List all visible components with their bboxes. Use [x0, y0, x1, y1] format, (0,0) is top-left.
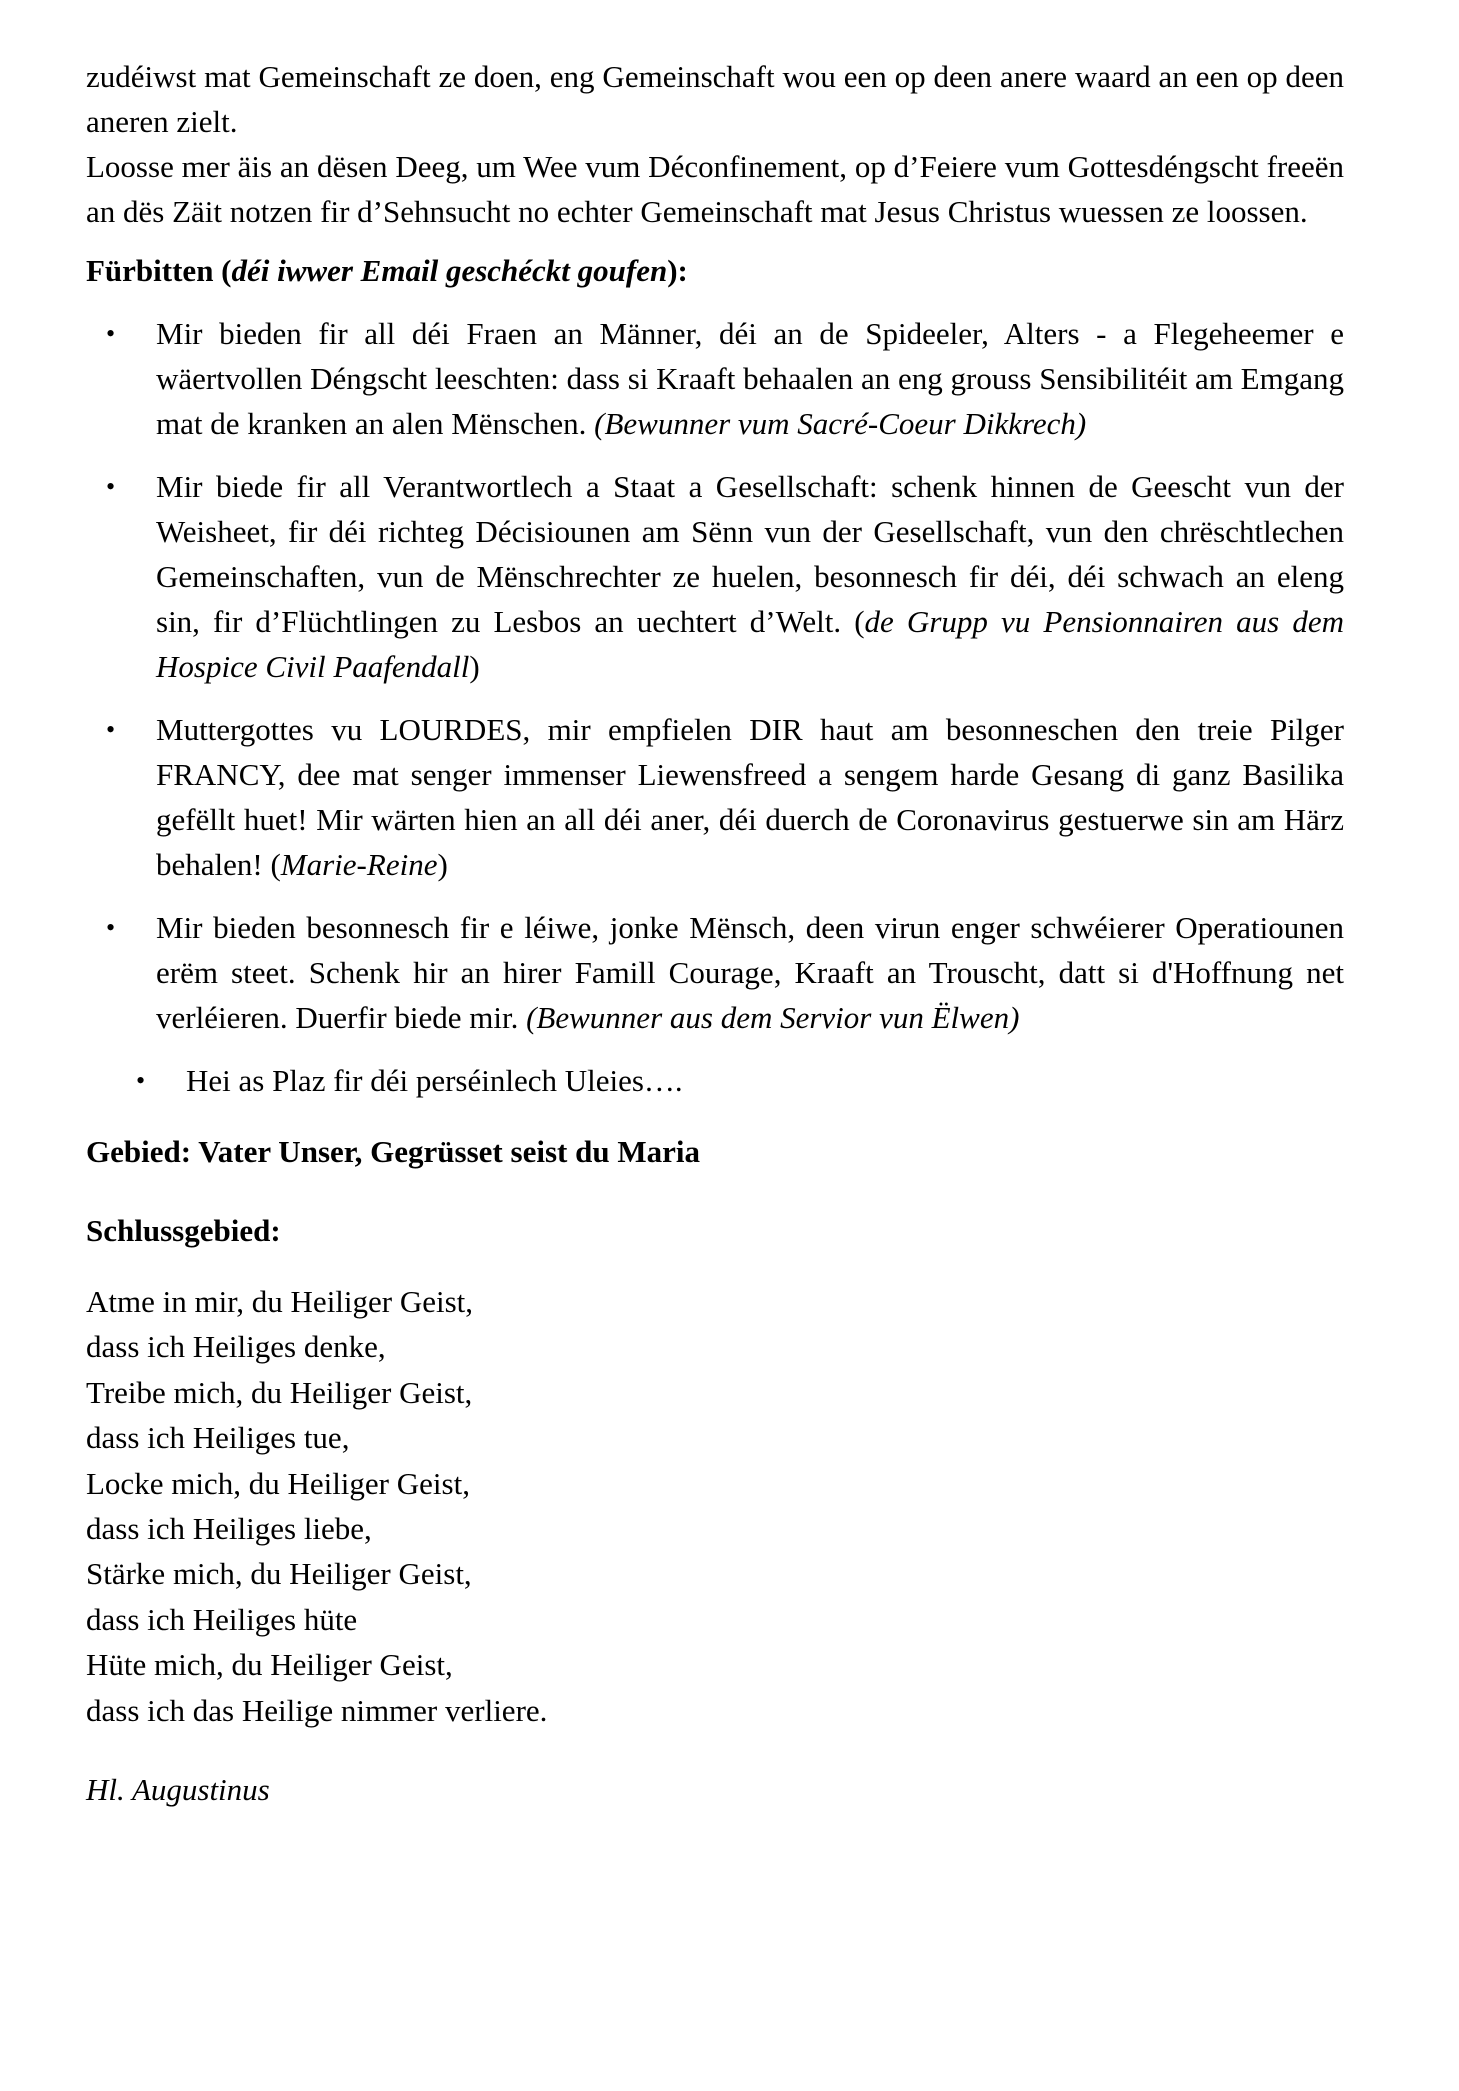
fuerbitten-item-1 [86, 311, 1344, 446]
intro-paragraph-1: zudéiwst mat Gemeinschaft ze doen, eng Gemeinschaft wou een op deen anere waard an een op deen aneren zielt. [86, 59, 1344, 139]
fuerbitten-item-text: Muttergottes vu LOURDES, mir empfielen DIR haut am besonneschen den treie Pilger FRANCY, dee mat senger immenser Liewensfreed a sengem harde Gesang di ganz Basilika gefëllt huet! Mir wärten hien an all déi aner, déi duerch de Coronavirus gestuerwe sin am Härz behalen! ( [156, 712, 1344, 882]
fuerbitten-item-text: Mir biede fir all Verantwortlech a Staat a Gesellschaft: schenk hinnen de Geescht vun der Weisheet, fir déi richteg Décisiounen am Sënn vun der Gesellschaft, vun den chrëschtlechen Gemeinschaften, vun de Mënschrechter ze huelen, besonnesch fir déi, déi schwach an eleng sin, fir d’Flüchtlingen zu Lesbos an uechtert d’Welt. ( [156, 469, 1344, 639]
poem-line: dass ich Heiliges tue, [86, 1420, 350, 1456]
fuerbitten-heading-suffix: ): [667, 253, 688, 288]
personal-intentions-text: Hei as Plaz fir déi perséinlech Uleies…. [186, 1063, 683, 1098]
fuerbitten-heading-prefix: Fürbitten ( [86, 253, 232, 288]
personal-intentions-item [86, 1058, 1344, 1103]
fuerbitten-list [86, 311, 1344, 1040]
poem-line: dass ich Heiliges hüte [86, 1601, 358, 1637]
poem-line: Stärke mich, du Heiliger Geist, [86, 1556, 472, 1592]
schlussgebied-poem [86, 1279, 1344, 1733]
fuerbitten-item-attribution: Marie-Reine [280, 847, 438, 882]
bullet-icon: • [136, 1066, 146, 1095]
intro-paragraph-2: Loosse mer äis an dësen Deeg, um Wee vum Déconfinement, op d’Feiere vum Gottesdéngscht freeën an dës Zäit notzen fir d’Sehnsucht no echter Gemeinschaft mat Jesus Christus wuessen ze loossen. [86, 149, 1344, 229]
fuerbitten-item-text: Mir bieden besonnesch fir e léiwe, jonke Mënsch, deen virun enger schwéierer Operatiounen erëm steet. Schenk hir an hirer Famill Courage, Kraaft an Trouscht, datt si d'Hoffnung net verléieren. Duerfir biede mir. [156, 910, 1344, 1035]
bullet-icon: • [106, 472, 116, 501]
bullet-icon: • [106, 913, 116, 942]
poem-line: Hüte mich, du Heiliger Geist, [86, 1647, 453, 1683]
fuerbitten-item-3 [86, 707, 1344, 887]
fuerbitten-item-4 [86, 905, 1344, 1040]
bullet-icon: • [106, 715, 116, 744]
signature: Hl. Augustinus [86, 1772, 270, 1808]
gebied-heading: Gebied: Vater Unser, Gegrüsset seist du Maria [86, 1134, 700, 1169]
document-page [86, 54, 1344, 1812]
fuerbitten-item-tail: ) [437, 847, 448, 882]
fuerbitten-heading [86, 248, 1344, 293]
poem-line: Treibe mich, du Heiliger Geist, [86, 1374, 473, 1410]
poem-line: Atme in mir, du Heiliger Geist, [86, 1284, 474, 1319]
fuerbitten-item-attribution: (Bewunner aus dem Servior vun Ëlwen) [526, 1000, 1020, 1035]
fuerbitten-item-attribution: de Grupp vu Pensionnairen aus dem Hospice Civil Paafendall [156, 604, 1345, 684]
poem-line: Locke mich, du Heiliger Geist, [86, 1465, 470, 1501]
poem-line: dass ich das Heilige nimmer verliere. [86, 1692, 548, 1728]
fuerbitten-item-2 [86, 464, 1344, 689]
fuerbitten-heading-italic: déi iwwer Email geschéckt goufen [231, 253, 668, 288]
bullet-icon: • [106, 319, 116, 348]
fuerbitten-item-attribution: (Bewunner vum Sacré-Coeur Dikkrech) [594, 406, 1087, 441]
schlussgebied-heading: Schlussgebied: [86, 1213, 281, 1248]
poem-line: dass ich Heiliges liebe, [86, 1511, 372, 1547]
poem-line: dass ich Heiliges denke, [86, 1329, 386, 1365]
fuerbitten-item-tail: ) [469, 649, 480, 684]
fuerbitten-item-text: Mir bieden fir all déi Fraen an Männer, déi an de Spideeler, Alters - a Flegeheemer e wäertvollen Déngscht leeschten: dass si Kraaft behaalen an eng grouss Sensibilitéit am Emgang mat de kranken an alen Mënschen. [156, 316, 1344, 441]
